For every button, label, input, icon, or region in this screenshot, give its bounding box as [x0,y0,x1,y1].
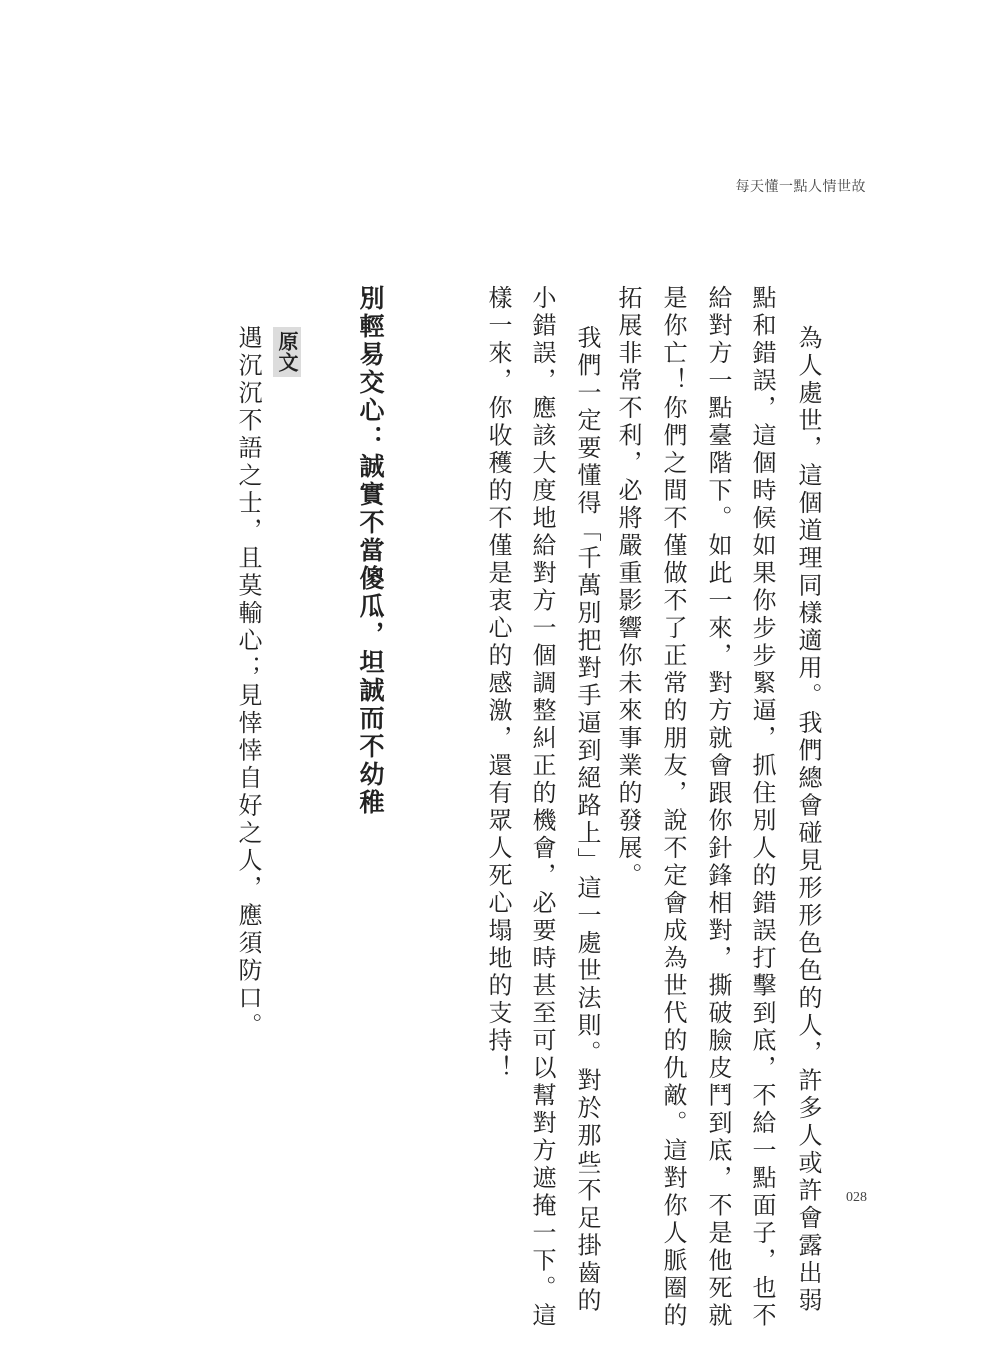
paragraph-2-line-3: 樣一來，你收穫的不僅是衷心的感激，還有眾人死心塌地的支持！ [484,285,512,1083]
paragraph-2-line-2: 小錯誤，應該大度地給對方一個調整糾正的機會，必要時甚至可以幫對方遮掩一下。這 [528,285,556,1330]
original-text: 遇沉沉不語之士，且莫輸心；見悻悻自好之人，應須防口。 [234,325,262,1040]
page-number: 028 [846,1190,867,1205]
paragraph-1-line-5: 拓展非常不利，必將嚴重影響你未來事業的發展。 [614,285,642,890]
section-heading: 別輕易交心：誠實不當傻瓜，坦誠而不幼稚 [356,285,385,817]
paragraph-1-line-2: 點和錯誤，這個時候如果你步步緊逼，抓住別人的錯誤打擊到底，不給一點面子，也不 [748,285,776,1330]
paragraph-2-line-1: 我們一定要懂得「千萬別把對手逼到絕路上」這一處世法則。對於那些不足掛齒的 [573,325,601,1315]
paragraph-1-line-3: 給對方一點臺階下。如此一來，對方就會跟你針鋒相對，撕破臉皮鬥到底，不是他死就 [704,285,732,1330]
paragraph-1-line-4: 是你亡！你們之間不僅做不了正常的朋友，說不定會成為世代的仇敵。這對你人脈圈的 [659,285,687,1330]
original-text-label: 原文 [273,327,301,377]
paragraph-1-line-1: 為人處世，這個道理同樣適用。我們總會碰見形形色色的人，許多人或許會露出弱 [794,325,822,1315]
running-header-title: 每天懂一點人情世故 [735,179,866,195]
